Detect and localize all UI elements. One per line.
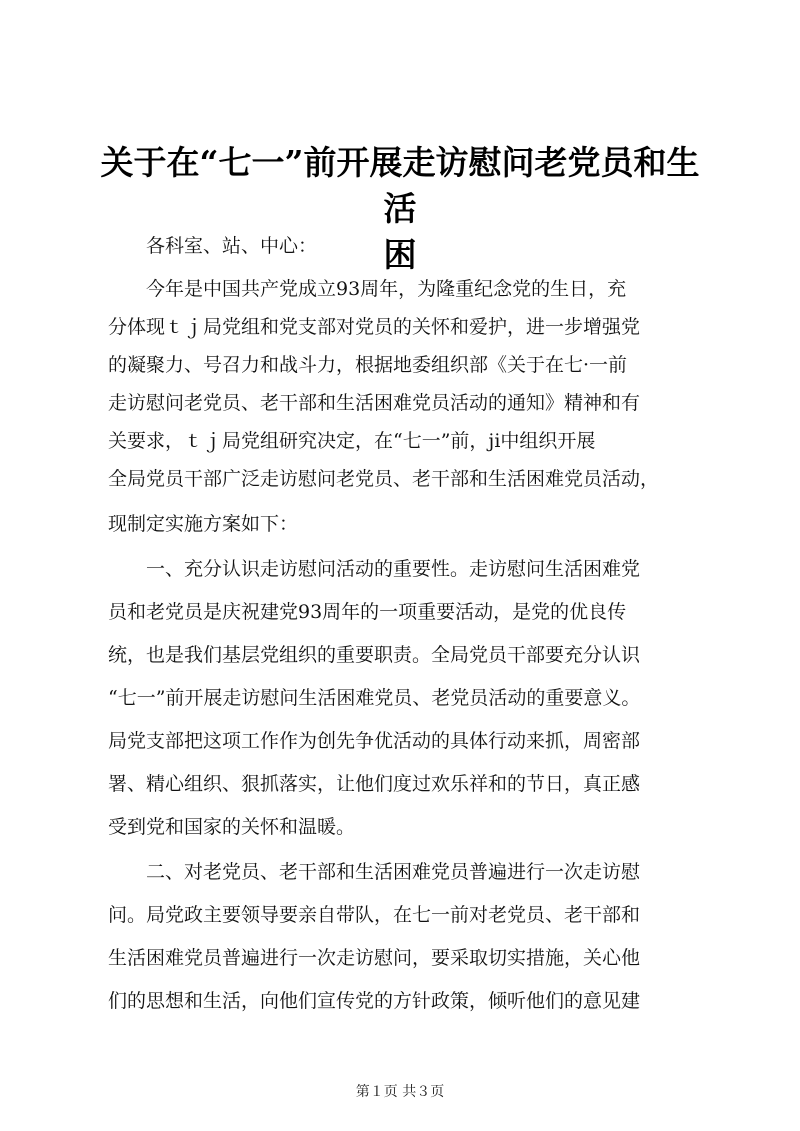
- paragraph-line: 全局党员干部广泛走访慰问老党员、老干部和生活困难党员活动，: [108, 468, 660, 490]
- page-number: 第１页 共３页: [355, 1084, 445, 1100]
- paragraph-line: 局党支部把这项工作作为创先争优活动的具体行动来抓，周密部: [108, 730, 641, 752]
- paragraph-line: 问。局党政主要领导要亲自带队，在七一前对老党员、老干部和: [108, 904, 641, 926]
- paragraph-line: 署、精心组织、狠抓落实，让他们度过欢乐祥和的节日，真正感: [108, 773, 641, 795]
- paragraph-line: 生活困难党员普遍进行一次走访慰问，要采取切实措施，关心他: [108, 947, 641, 969]
- paragraph-line: 关要求，ｔｊ局党组研究决定，在“七一”前，ji中组织开展: [108, 430, 596, 452]
- paragraph-line: 受到党和国家的关怀和温暖。: [108, 816, 356, 838]
- paragraph-line: 今年是中国共产党成立93周年，为隆重纪念党的生日，充: [146, 278, 627, 300]
- paragraph-line: “七一”前开展走访慰问生活困难党员、老党员活动的重要意义。: [108, 687, 641, 709]
- paragraph-line: 走访慰问老党员、老干部和生活困难党员活动的通知》精神和有: [108, 392, 641, 414]
- paragraph-line: 的凝聚力、号召力和战斗力，根据地委组织部《关于在七·一前: [108, 354, 628, 376]
- paragraph-line: 统，也是我们基层党组织的重要职责。全局党员干部要充分认识: [108, 644, 641, 666]
- paragraph-line: 分体现ｔｊ局党组和党支部对党员的关怀和爱护，进一步增强党: [108, 316, 641, 338]
- paragraph-line: 二、对老党员、老干部和生活困难党员普遍进行一次走访慰: [146, 861, 641, 883]
- paragraph-line: 们的思想和生活，向他们宣传党的方针政策，倾听他们的意见建: [108, 990, 641, 1012]
- paragraph-line: 一、充分认识走访慰问活动的重要性。走访慰问生活困难党: [146, 558, 641, 580]
- salutation: 各科室、站、中心：: [146, 235, 318, 257]
- paragraph-line: 员和老党员是庆祝建党93周年的一项重要活动，是党的优良传: [108, 601, 627, 623]
- paragraph-line: 现制定实施方案如下：: [108, 513, 299, 535]
- title-line-2: 困: [383, 235, 417, 274]
- title-line-1: 关于在“七一”前开展走访慰问老党员和生活: [100, 143, 700, 228]
